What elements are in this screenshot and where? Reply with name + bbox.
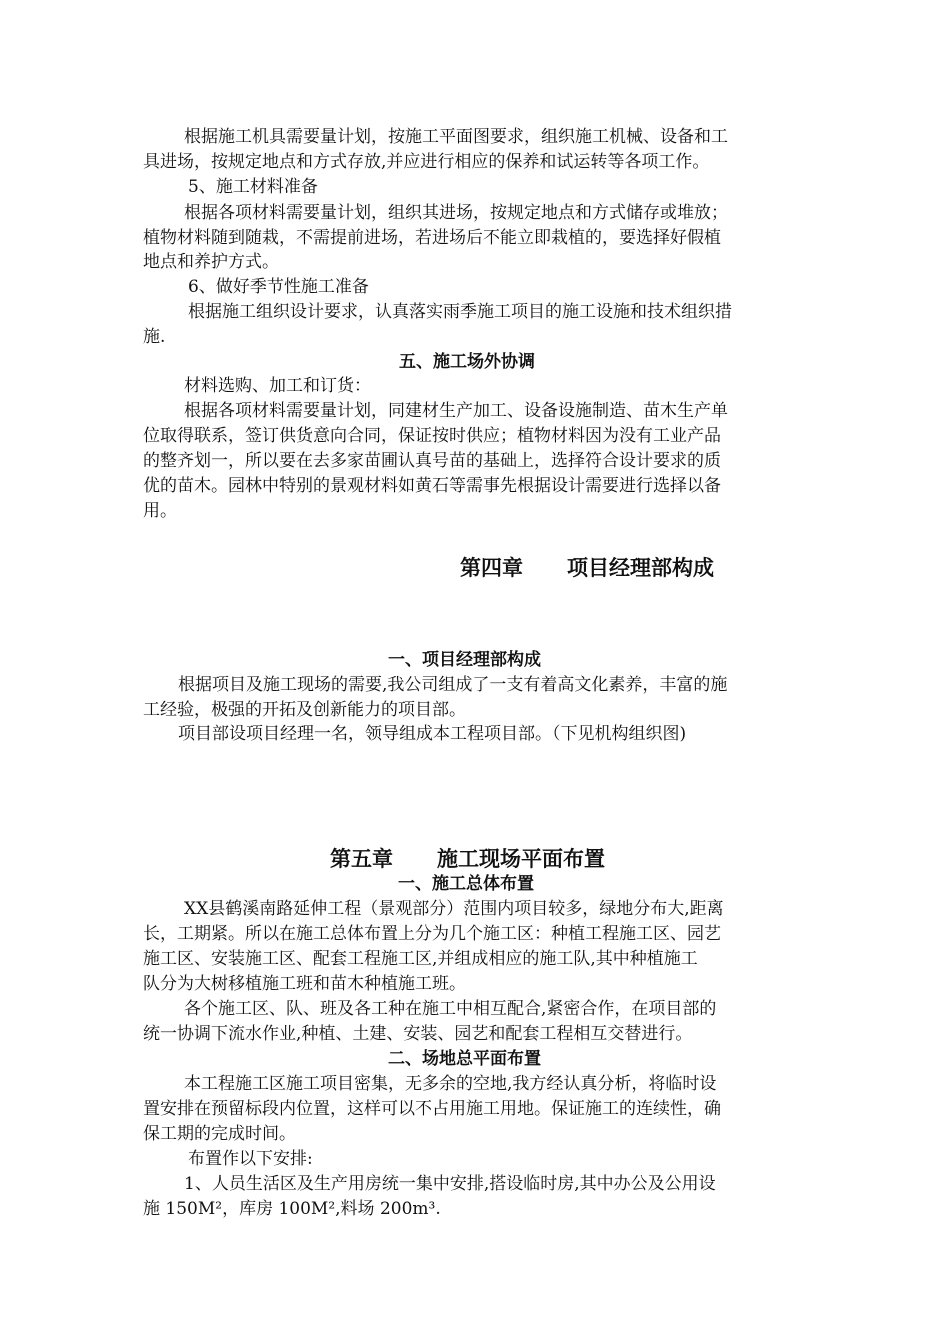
text-line: 根据项目及施工现场的需要,我公司组成了一支有着高文化素养，丰富的施 xyxy=(178,675,728,695)
text-line: 地点和养护方式。 xyxy=(143,252,279,272)
text-line: 本工程施工区施工项目密集，无多余的空地,我方经认真分析，将临时设 xyxy=(184,1074,717,1094)
text-line: 施 150M²，库房 100M²,料场 200m³. xyxy=(143,1199,441,1219)
text-line: 根据施工组织设计要求，认真落实雨季施工项目的施工设施和技术组织措 xyxy=(188,302,732,322)
text-line: 根据各项材料需要量计划，同建材生产加工、设备设施制造、苗木生产单 xyxy=(184,401,728,421)
text-line: XX县鹤溪南路延伸工程（景观部分）范围内项目较多，绿地分布大,距离 xyxy=(184,899,724,919)
text-line: 用。 xyxy=(143,501,177,521)
section-heading: 五、施工场外协调 xyxy=(399,352,535,372)
section-heading: 一、项目经理部构成 xyxy=(388,650,541,670)
chapter-number: 第五章 xyxy=(330,846,393,871)
text-line: 位取得联系，签订供货意向合同，保证按时供应；植物材料因为没有工业产品 xyxy=(143,426,721,446)
text-line: 长，工期紧。所以在施工总体布置上分为几个施工区：种植工程施工区、园艺 xyxy=(143,924,721,944)
section-heading: 一、施工总体布置 xyxy=(398,874,534,894)
text-line: 1、人员生活区及生产用房统一集中安排,搭设临时房,其中办公及公用设 xyxy=(184,1174,716,1194)
text-line: 具进场，按规定地点和方式存放,并应进行相应的保养和试运转等各项工作。 xyxy=(143,152,710,172)
chapter-heading xyxy=(330,845,605,873)
text-line: 项目部设项目经理一名，领导组成本工程项目部。（下见机构组织图) xyxy=(178,724,687,744)
text-line: 施. xyxy=(143,327,166,347)
chapter-heading xyxy=(460,554,714,582)
text-line: 植物材料随到随栽，不需提前进场，若进场后不能立即栽植的，要选择好假植 xyxy=(143,228,721,248)
subheading: 6、做好季节性施工准备 xyxy=(188,277,369,297)
text-line: 优的苗木。园林中特别的景观材料如黄石等需事先根据设计需要进行选择以备 xyxy=(143,476,721,496)
text-line: 置安排在预留标段内位置，这样可以不占用施工用地。保证施工的连续性，确 xyxy=(143,1099,721,1119)
text-line: 的整齐划一，所以要在去多家苗圃认真号苗的基础上，选择符合设计要求的质 xyxy=(143,451,721,471)
chapter-title: 施工现场平面布置 xyxy=(437,846,605,871)
subheading: 材料选购、加工和订货： xyxy=(184,376,371,396)
text-line: 保工期的完成时间。 xyxy=(143,1124,296,1144)
text-line: 各个施工区、队、班及各工种在施工中相互配合,紧密合作，在项目部的 xyxy=(184,999,717,1019)
chapter-title: 项目经理部构成 xyxy=(567,555,714,580)
text-line: 根据施工机具需要量计划，按施工平面图要求，组织施工机械、设备和工 xyxy=(184,127,728,147)
text-line: 统一协调下流水作业,种植、土建、安装、园艺和配套工程相互交替进行。 xyxy=(143,1024,693,1044)
text-line: 工经验，极强的开拓及创新能力的项目部。 xyxy=(143,700,466,720)
chapter-number: 第四章 xyxy=(460,555,523,580)
text-line: 施工区、安装施工区、配套工程施工区,并组成相应的施工队,其中种植施工 xyxy=(143,949,698,969)
text-line: 队分为大树移植施工班和苗木种植施工班。 xyxy=(143,974,466,994)
text-line: 根据各项材料需要量计划，组织其进场，按规定地点和方式储存或堆放； xyxy=(184,203,728,223)
section-heading: 二、场地总平面布置 xyxy=(388,1049,541,1069)
text-line: 布置作以下安排: xyxy=(188,1149,313,1169)
subheading: 5、施工材料准备 xyxy=(188,177,318,197)
